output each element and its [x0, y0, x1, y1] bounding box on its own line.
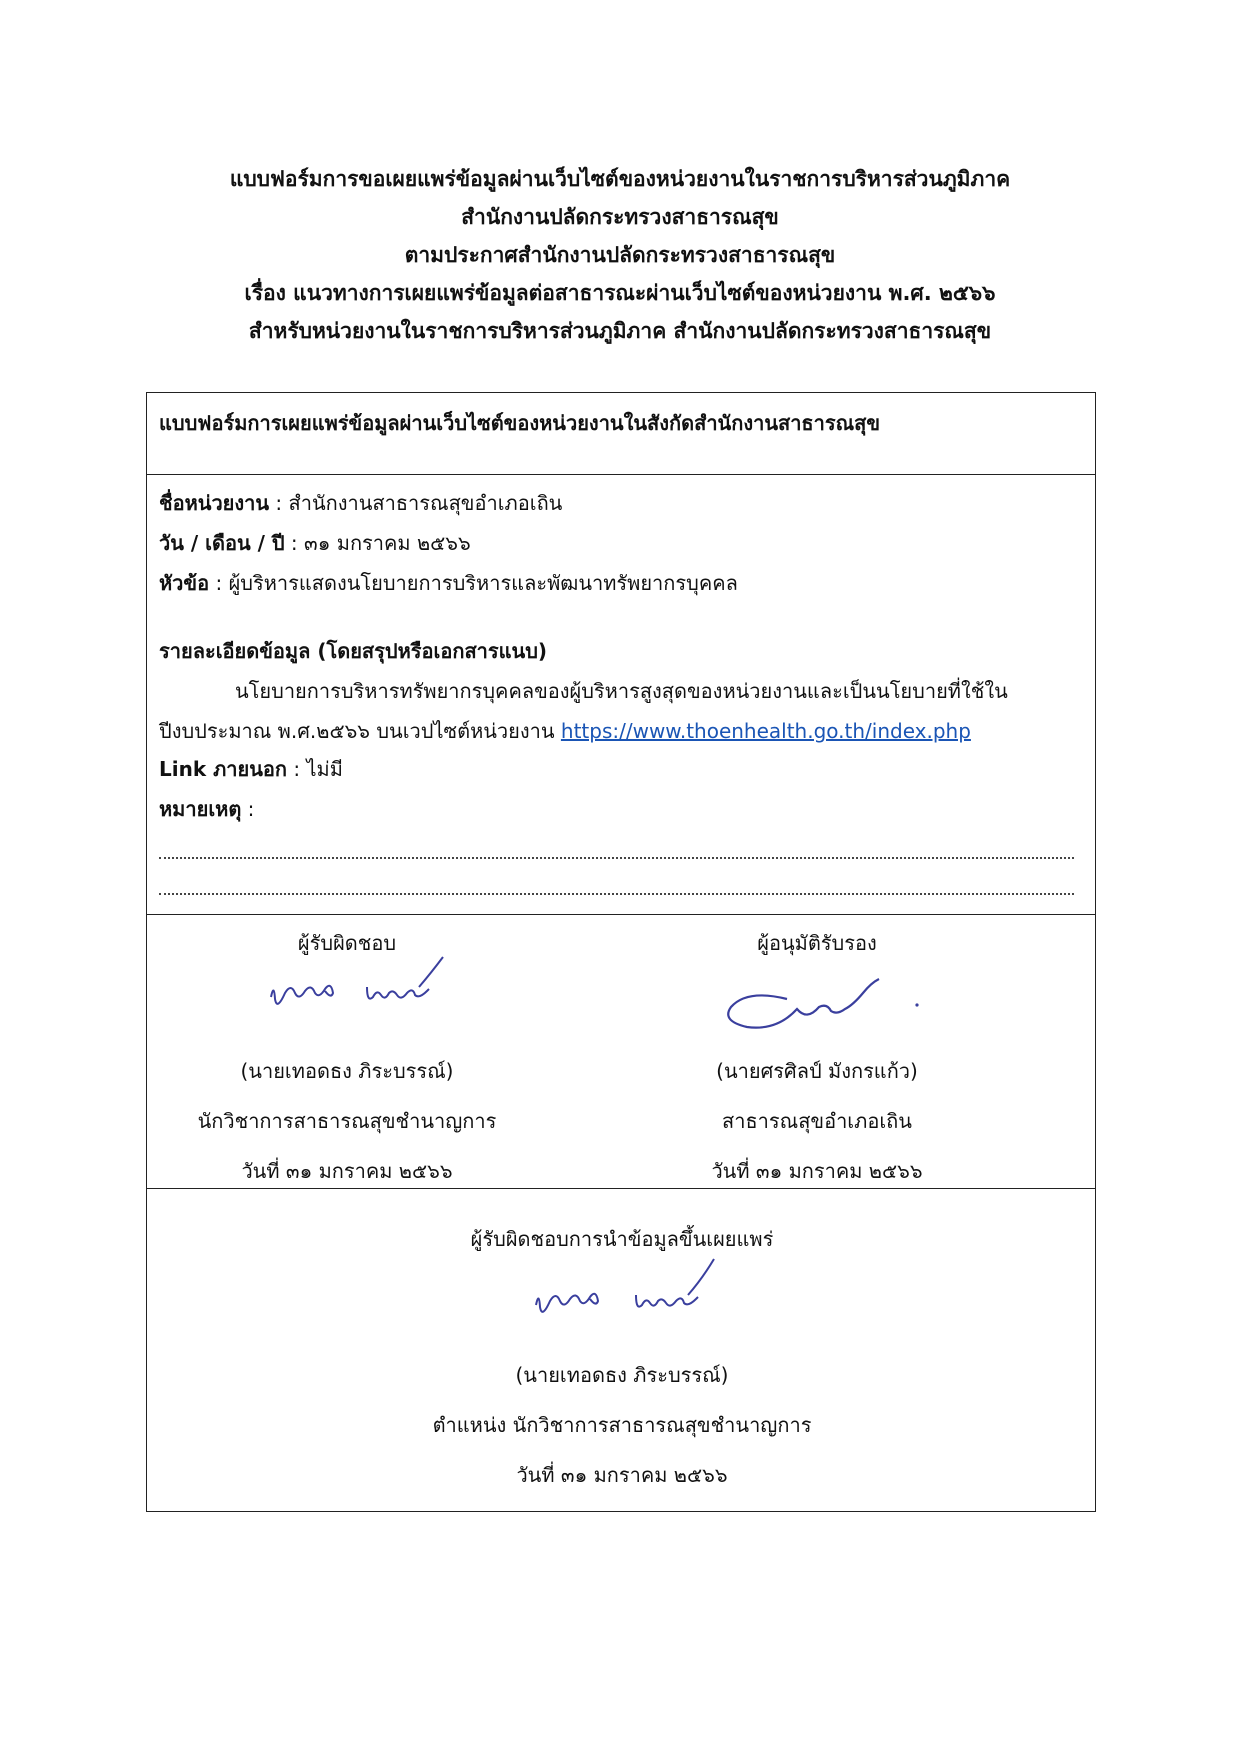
approver-position: สาธารณสุขอำเภอเถิน	[722, 1109, 912, 1133]
note-row	[159, 793, 254, 825]
responsible-title: ผู้รับผิดชอบ	[297, 931, 397, 955]
date-value: : ๓๑ มกราคม ๒๕๖๖	[284, 531, 471, 555]
publisher-name: (นายเทอดธง ภิระบรรณ์)	[515, 1363, 729, 1387]
responsible-position: นักวิชาการสาธารณสุขชำนาญการ	[197, 1109, 497, 1133]
responsible-signature-image	[257, 953, 457, 1028]
topic-label: หัวข้อ	[159, 571, 210, 595]
publisher-section	[147, 1189, 1095, 1511]
unit-row	[159, 487, 562, 519]
approver-name: (นายศรศิลป์ มังกรแก้ว)	[716, 1059, 918, 1083]
header-line-1: แบบฟอร์มการขอเผยแพร่ข้อมูลผ่านเว็บไซต์ของหน่วยงานในราชการบริหารส่วนภูมิภาค	[229, 167, 1011, 191]
date-row	[159, 527, 471, 559]
details-section	[147, 475, 1095, 915]
detail-line-1: นโยบายการบริหารทรัพยากรบุคคลของผู้บริหารสูงสุดของหน่วยงานและเป็นนโยบายที่ใช้ใน	[235, 679, 1008, 703]
note-dotted-line-2	[159, 893, 1074, 895]
note-value: :	[241, 797, 255, 821]
unit-value: : สำนักงานสาธารณสุขอำเภอเถิน	[269, 491, 563, 515]
external-value: : ไม่มี	[287, 757, 343, 781]
note-label: หมายเหตุ	[159, 797, 242, 821]
form-title-section	[147, 393, 1095, 475]
header-line-3: ตามประกาศสำนักงานปลัดกระทรวงสาธารณสุข	[404, 243, 836, 267]
detail-line-2-text: ปีงบประมาณ พ.ศ.๒๕๖๖ บนเวปไซต์หน่วยงาน	[159, 719, 561, 743]
header-line-4: เรื่อง แนวทางการเผยแพร่ข้อมูลต่อสาธารณะผ่านเว็บไซต์ของหน่วยงาน พ.ศ. ๒๕๖๖	[244, 281, 996, 305]
form-frame	[146, 392, 1096, 1512]
topic-value: : ผู้บริหารแสดงนโยบายการบริหารและพัฒนาทรัพยากรบุคคล	[209, 571, 738, 595]
signatures-section	[147, 915, 1095, 1189]
approver-signature-image	[717, 975, 937, 1045]
publisher-date: วันที่ ๓๑ มกราคม ๒๕๖๖	[516, 1463, 728, 1487]
unit-label: ชื่อหน่วยงาน	[159, 491, 270, 515]
date-label: วัน / เดือน / ปี	[159, 531, 285, 555]
document-header	[0, 160, 1240, 350]
responsible-date: วันที่ ๓๑ มกราคม ๒๕๖๖	[241, 1159, 453, 1183]
external-link-row	[159, 753, 343, 785]
external-label: Link ภายนอก	[159, 757, 288, 781]
topic-row	[159, 567, 738, 599]
header-line-2: สำนักงานปลัดกระทรวงสาธารณสุข	[461, 205, 779, 229]
form-title: แบบฟอร์มการเผยแพร่ข้อมูลผ่านเว็บไซต์ของหน่วยงานในสังกัดสำนักงานสาธารณสุข	[159, 411, 881, 435]
responsible-name: (นายเทอดธง ภิระบรรณ์)	[240, 1059, 454, 1083]
approver-title: ผู้อนุมัติรับรอง	[757, 931, 877, 955]
note-dotted-line-1	[159, 857, 1074, 859]
approver-date: วันที่ ๓๑ มกราคม ๒๕๖๖	[711, 1159, 923, 1183]
publisher-position: ตำแหน่ง นักวิชาการสาธารณสุขชำนาญการ	[432, 1413, 812, 1437]
publisher-title: ผู้รับผิดชอบการนำข้อมูลขึ้นเผยแพร่	[470, 1227, 774, 1251]
header-line-5: สำหรับหน่วยงานในราชการบริหารส่วนภูมิภาค สำนักงานปลัดกระทรวงสาธารณสุข	[248, 319, 992, 343]
publisher-signature-image	[522, 1253, 732, 1333]
website-link[interactable]: https://www.thoenhealth.go.th/index.php	[560, 719, 971, 743]
detail-line-2	[159, 715, 971, 747]
detail-heading: รายละเอียดข้อมูล (โดยสรุปหรือเอกสารแนบ)	[159, 639, 548, 663]
